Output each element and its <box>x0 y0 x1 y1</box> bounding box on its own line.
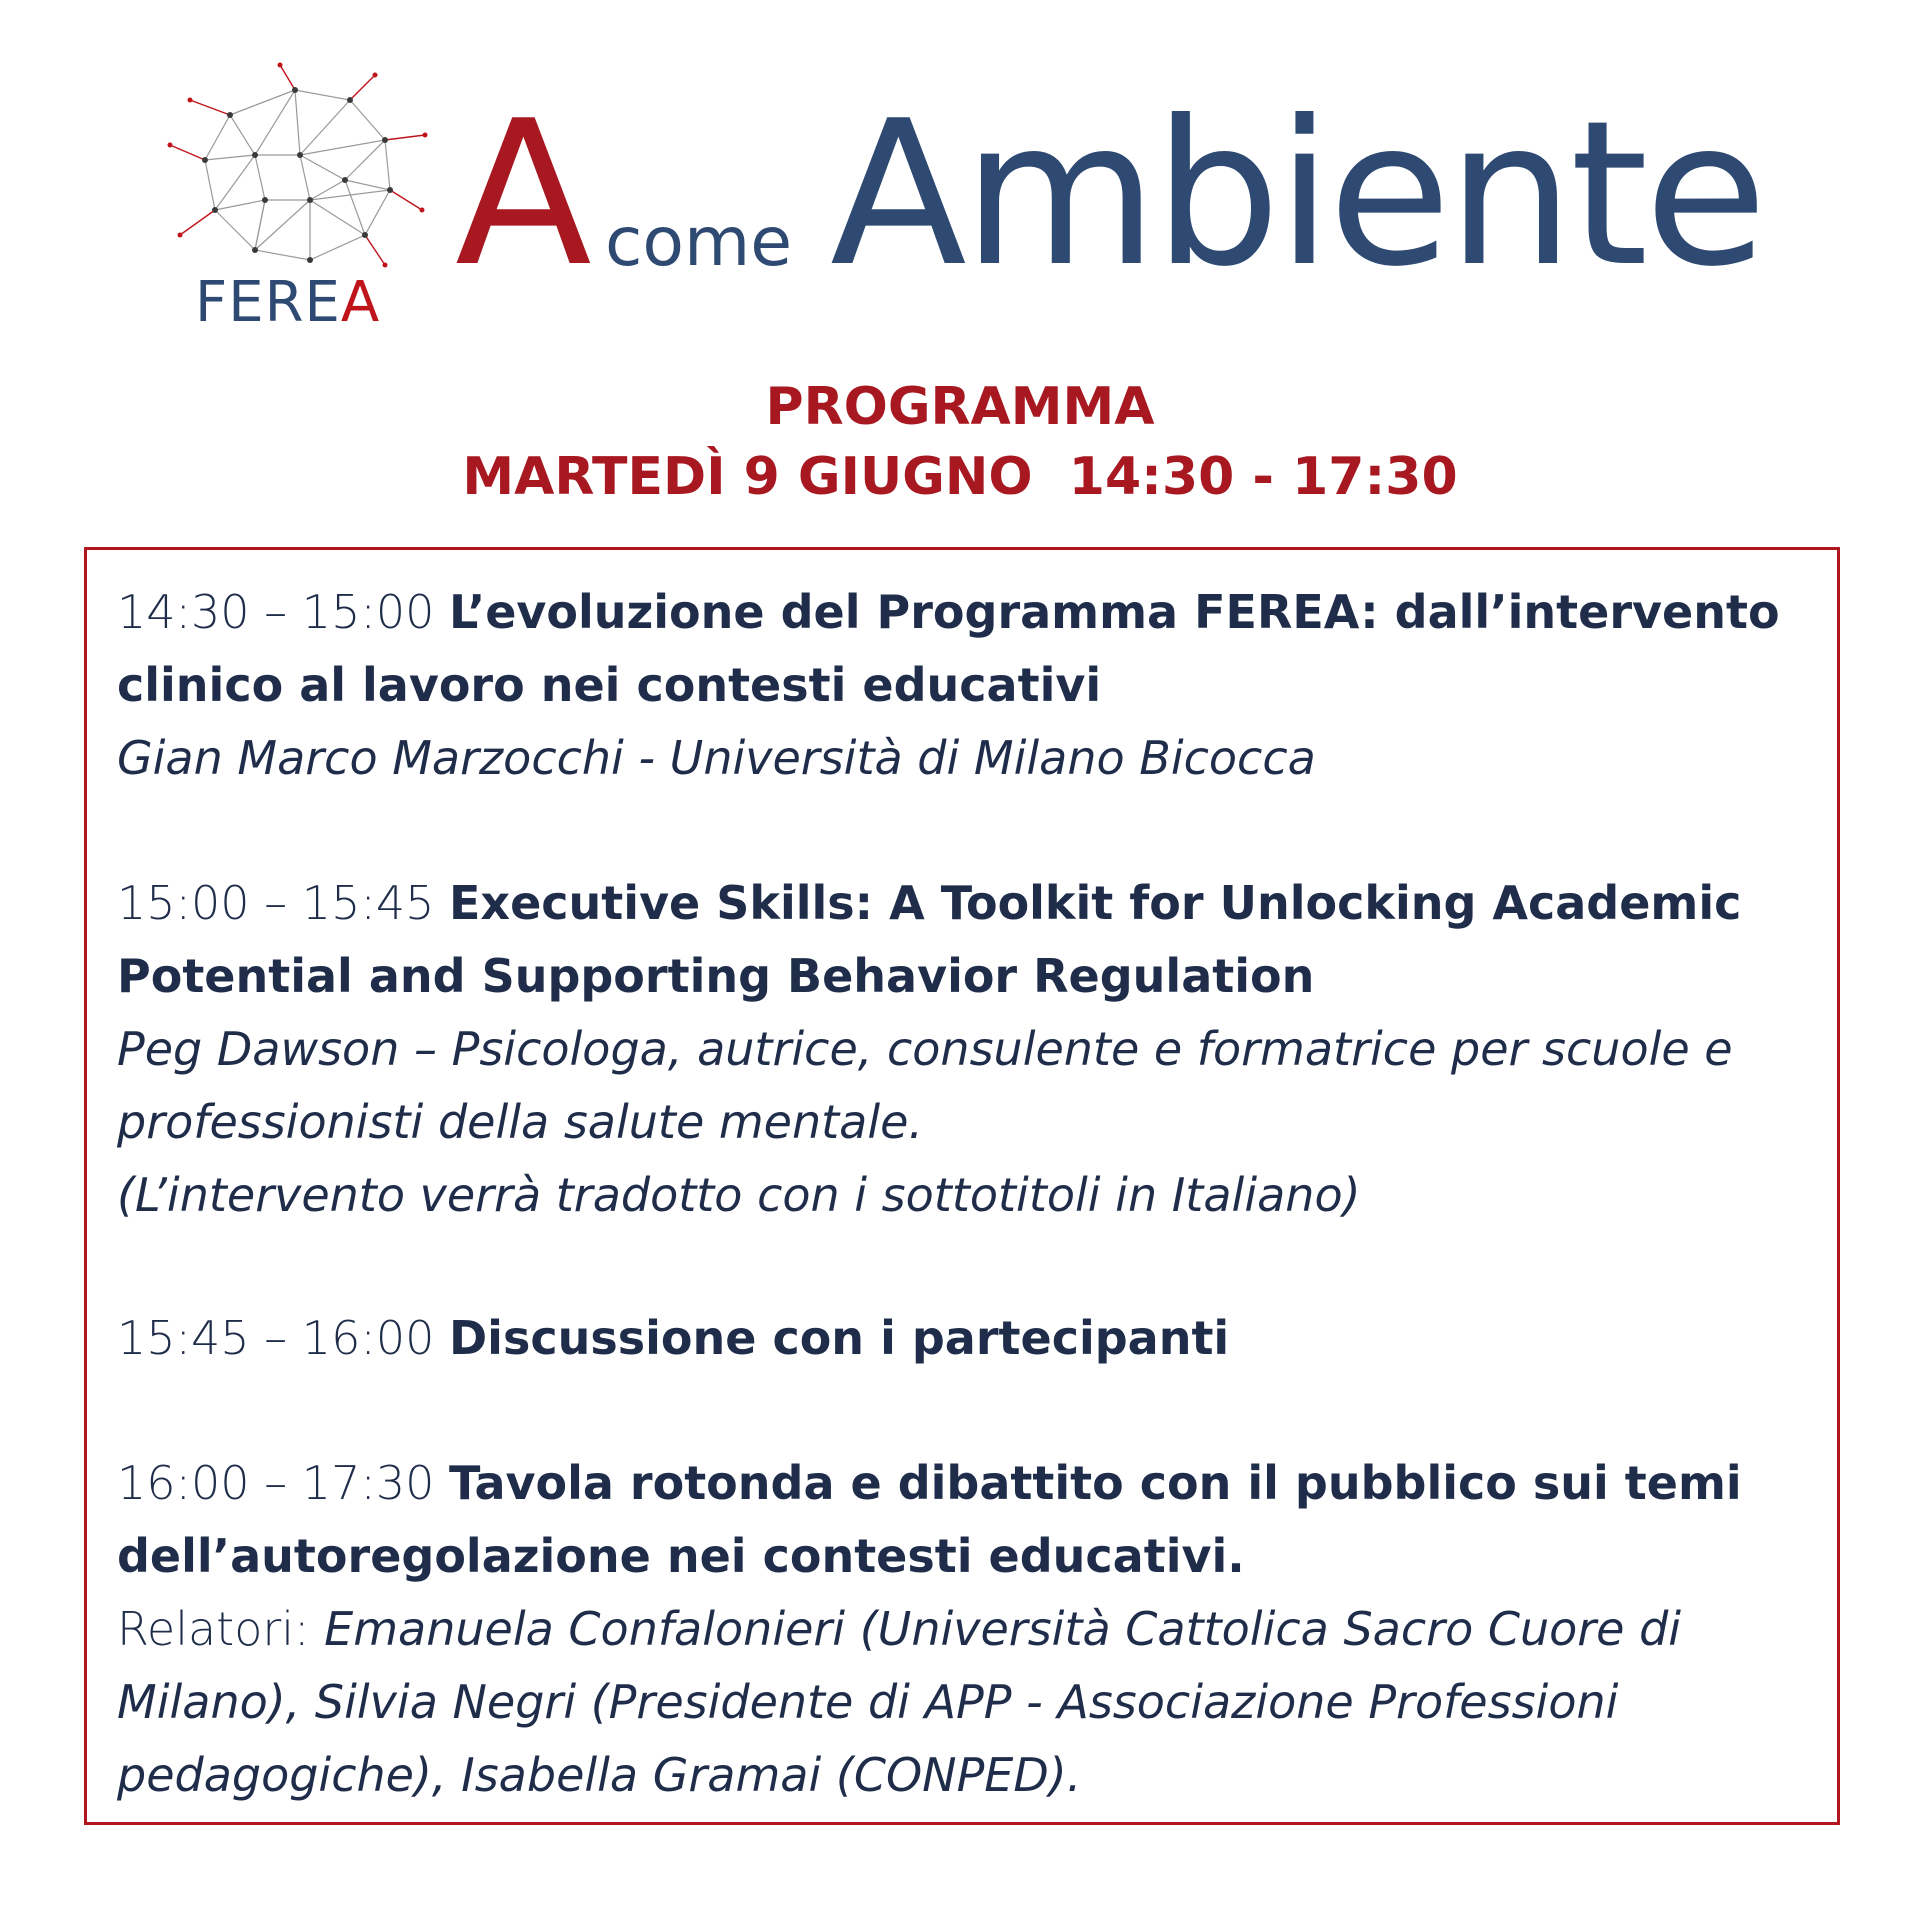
logo-wordmark <box>195 270 380 335</box>
logo-wordmark-main: FERE <box>195 270 341 335</box>
session-time: 14:30 – 15:00 <box>117 585 435 639</box>
program-date: MARTEDÌ 9 GIUGNO 14:30 - 17:30 <box>462 447 1458 507</box>
network-sphere-icon <box>160 60 430 280</box>
session-speaker: Peg Dawson – Psicologa, autrice, consulente e formatrice per scuole e professionisti della salute mentale. <box>117 1022 1733 1149</box>
ferea-logo <box>160 60 430 335</box>
speakers-label: Relatori: <box>117 1602 310 1656</box>
session-title: L’evoluzione del Programma FEREA: dall’intervento clinico al lavoro nei contesti educativi <box>117 585 1780 712</box>
brand-word: Ambiente <box>830 78 1764 311</box>
session-time: 16:00 – 17:30 <box>117 1456 435 1510</box>
program-heading <box>0 372 1920 512</box>
speakers-list: Emanuela Confalonieri (Università Cattolica Sacro Cuore di Milano), Silvia Negri (Presidente di APP - Associazione Professioni pedagogiche), Isabella Gramai (CONPED). <box>117 1602 1682 1802</box>
session-1 <box>117 576 1817 795</box>
session-title: Tavola rotonda e dibattito con il pubblico sui temi dell’autoregolazione nei contesti educativi. <box>117 1456 1742 1583</box>
logo-wordmark-accent: A <box>340 270 381 335</box>
session-speaker: Gian Marco Marzocchi - Università di Milano Bicocca <box>117 731 1316 785</box>
program-title: PROGRAMMA <box>765 377 1155 437</box>
session-4 <box>117 1447 1817 1812</box>
session-title: Executive Skills: A Toolkit for Unlocking Academic Potential and Supporting Behavior Regulation <box>117 876 1742 1003</box>
brand-letter: A <box>455 78 592 311</box>
session-time: 15:45 – 16:00 <box>117 1311 435 1365</box>
session-time: 15:00 – 15:45 <box>117 876 435 930</box>
session-speakers <box>117 1593 1817 1812</box>
session-2 <box>117 867 1817 1232</box>
brand-connector: come <box>605 203 793 282</box>
schedule-box <box>84 547 1840 1825</box>
session-note: (L’intervento verrà tradotto con i sottotitoli in Italiano) <box>117 1168 1361 1222</box>
session-title: Discussione con i partecipanti <box>449 1311 1230 1365</box>
session-3 <box>117 1302 1817 1375</box>
